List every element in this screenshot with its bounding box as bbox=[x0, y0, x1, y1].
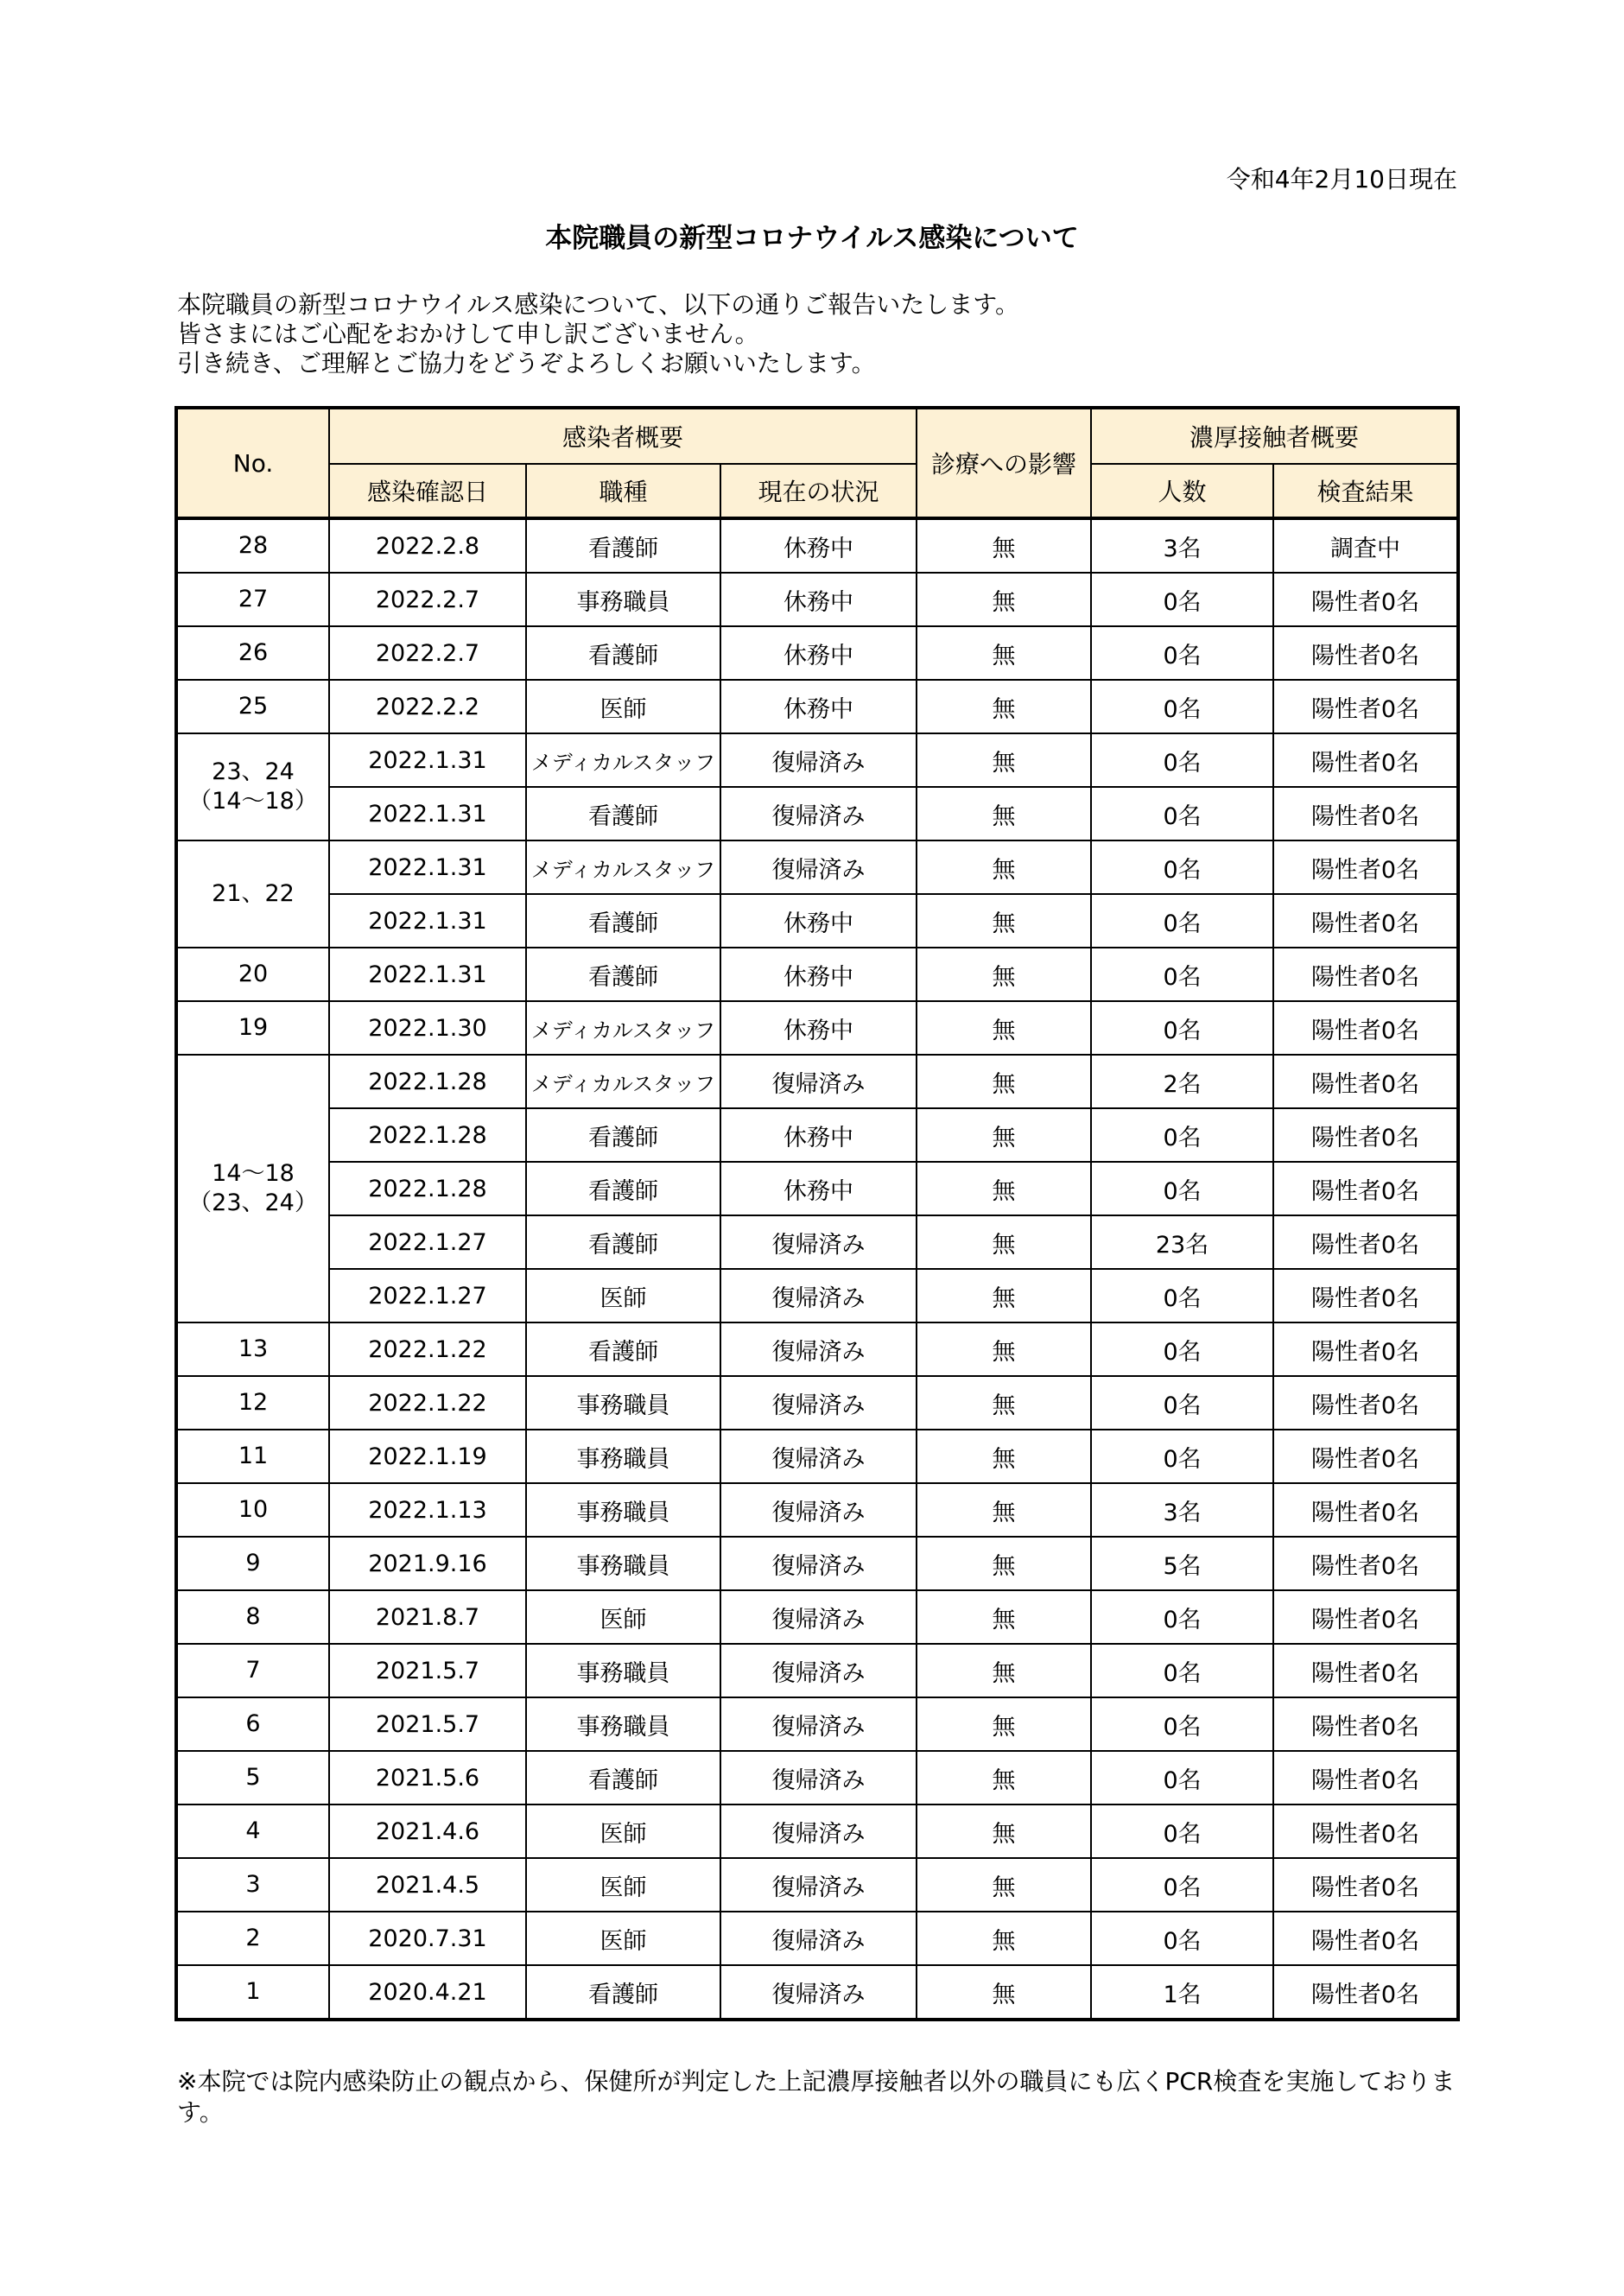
cell-confirm-date: 2022.1.28 bbox=[329, 1108, 526, 1162]
cell-contact-count: 0名 bbox=[1091, 573, 1273, 626]
cell-contact-count: 1名 bbox=[1091, 1965, 1273, 2020]
cell-contact-count: 0名 bbox=[1091, 787, 1273, 840]
header-result: 検査結果 bbox=[1273, 464, 1458, 518]
cell-impact: 無 bbox=[917, 1269, 1091, 1322]
cell-status: 復帰済み bbox=[720, 1537, 917, 1590]
cell-contact-count: 0名 bbox=[1091, 894, 1273, 948]
intro-line: 皆さまにはご心配をおかけして申し訳ございません。 bbox=[177, 320, 759, 348]
table-row bbox=[176, 1804, 1458, 1858]
cell-job: 看護師 bbox=[526, 1108, 720, 1162]
cell-no: 20 bbox=[176, 948, 329, 1001]
cell-no: 4 bbox=[176, 1804, 329, 1858]
table-row bbox=[176, 1055, 1458, 1108]
cell-test-result: 陽性者0名 bbox=[1273, 680, 1458, 733]
cell-impact: 無 bbox=[917, 840, 1091, 894]
cell-status: 復帰済み bbox=[720, 1430, 917, 1483]
cell-job: 看護師 bbox=[526, 894, 720, 948]
cell-no: 2 bbox=[176, 1912, 329, 1965]
cell-contact-count: 0名 bbox=[1091, 1858, 1273, 1912]
cell-job: 看護師 bbox=[526, 948, 720, 1001]
table-row bbox=[176, 1751, 1458, 1804]
cell-confirm-date: 2022.1.22 bbox=[329, 1322, 526, 1376]
cell-test-result: 陽性者0名 bbox=[1273, 626, 1458, 680]
cell-status: 復帰済み bbox=[720, 1483, 917, 1537]
cell-impact: 無 bbox=[917, 1162, 1091, 1215]
cell-job: 事務職員 bbox=[526, 573, 720, 626]
table-row bbox=[176, 1965, 1458, 2020]
cell-job: 看護師 bbox=[526, 787, 720, 840]
cell-test-result: 陽性者0名 bbox=[1273, 1430, 1458, 1483]
cell-contact-count: 0名 bbox=[1091, 1697, 1273, 1751]
cell-confirm-date: 2022.1.27 bbox=[329, 1215, 526, 1269]
cell-impact: 無 bbox=[917, 626, 1091, 680]
cell-job: メディカルスタッフ bbox=[526, 733, 720, 787]
cell-no: 7 bbox=[176, 1644, 329, 1697]
cell-job: 事務職員 bbox=[526, 1430, 720, 1483]
cell-confirm-date: 2022.1.28 bbox=[329, 1162, 526, 1215]
cell-impact: 無 bbox=[917, 787, 1091, 840]
cell-test-result: 陽性者0名 bbox=[1273, 1537, 1458, 1590]
cell-job: 医師 bbox=[526, 1912, 720, 1965]
cell-job: メディカルスタッフ bbox=[526, 1001, 720, 1055]
intro-line: 引き続き、ご理解とご協力をどうぞよろしくお願いいたします。 bbox=[177, 349, 876, 377]
table-row bbox=[176, 1644, 1458, 1697]
cell-status: 休務中 bbox=[720, 518, 917, 573]
cell-no: 21、22 bbox=[176, 840, 329, 948]
cell-test-result: 陽性者0名 bbox=[1273, 1804, 1458, 1858]
cell-test-result: 陽性者0名 bbox=[1273, 1912, 1458, 1965]
cell-contact-count: 0名 bbox=[1091, 840, 1273, 894]
cell-test-result: 陽性者0名 bbox=[1273, 1215, 1458, 1269]
table-row bbox=[176, 518, 1458, 573]
cell-no: 26 bbox=[176, 626, 329, 680]
table-row bbox=[176, 1912, 1458, 1965]
cell-status: 復帰済み bbox=[720, 787, 917, 840]
cell-impact: 無 bbox=[917, 518, 1091, 573]
table-row bbox=[176, 1697, 1458, 1751]
cell-contact-count: 0名 bbox=[1091, 626, 1273, 680]
cell-job: メディカルスタッフ bbox=[526, 840, 720, 894]
cell-no: 1 bbox=[176, 1965, 329, 2020]
table-row bbox=[176, 733, 1458, 787]
cell-test-result: 陽性者0名 bbox=[1273, 948, 1458, 1001]
cell-status: 復帰済み bbox=[720, 1644, 917, 1697]
cell-job: 看護師 bbox=[526, 1162, 720, 1215]
table-row bbox=[176, 1215, 1458, 1269]
cell-test-result: 陽性者0名 bbox=[1273, 1055, 1458, 1108]
table-row bbox=[176, 680, 1458, 733]
cell-status: 休務中 bbox=[720, 573, 917, 626]
cell-impact: 無 bbox=[917, 680, 1091, 733]
cell-impact: 無 bbox=[917, 1804, 1091, 1858]
cell-no: 6 bbox=[176, 1697, 329, 1751]
cell-contact-count: 0名 bbox=[1091, 1804, 1273, 1858]
footnote: ※本院では院内感染防止の観点から、保健所が判定した上記濃厚接触者以外の職員にも広くPCR検査を実施しております。 bbox=[177, 2067, 1456, 2127]
cell-status: 復帰済み bbox=[720, 1269, 917, 1322]
table-row bbox=[176, 626, 1458, 680]
cell-job: 看護師 bbox=[526, 1215, 720, 1269]
cell-contact-count: 0名 bbox=[1091, 1430, 1273, 1483]
cell-impact: 無 bbox=[917, 1537, 1091, 1590]
table-row bbox=[176, 1322, 1458, 1376]
infection-table bbox=[174, 406, 1460, 2021]
cell-confirm-date: 2022.1.31 bbox=[329, 840, 526, 894]
cell-confirm-date: 2022.1.31 bbox=[329, 948, 526, 1001]
cell-contact-count: 23名 bbox=[1091, 1215, 1273, 1269]
cell-impact: 無 bbox=[917, 1108, 1091, 1162]
cell-impact: 無 bbox=[917, 1376, 1091, 1430]
cell-confirm-date: 2022.1.19 bbox=[329, 1430, 526, 1483]
cell-contact-count: 0名 bbox=[1091, 1751, 1273, 1804]
cell-no: 25 bbox=[176, 680, 329, 733]
intro-line: 本院職員の新型コロナウイルス感染について、以下の通りご報告いたします。 bbox=[177, 290, 1019, 319]
report-date: 令和4年2月10日現在 bbox=[1226, 165, 1457, 193]
cell-status: 休務中 bbox=[720, 948, 917, 1001]
table-row bbox=[176, 1108, 1458, 1162]
cell-status: 復帰済み bbox=[720, 1965, 917, 2020]
cell-contact-count: 2名 bbox=[1091, 1055, 1273, 1108]
cell-impact: 無 bbox=[917, 733, 1091, 787]
cell-confirm-date: 2021.5.7 bbox=[329, 1697, 526, 1751]
cell-job: 看護師 bbox=[526, 1965, 720, 2020]
cell-status: 休務中 bbox=[720, 680, 917, 733]
cell-status: 復帰済み bbox=[720, 1215, 917, 1269]
header-count: 人数 bbox=[1091, 464, 1273, 518]
cell-confirm-date: 2021.5.7 bbox=[329, 1644, 526, 1697]
table-row bbox=[176, 948, 1458, 1001]
table-row bbox=[176, 894, 1458, 948]
cell-test-result: 陽性者0名 bbox=[1273, 1751, 1458, 1804]
cell-no: 28 bbox=[176, 518, 329, 573]
table-row bbox=[176, 1483, 1458, 1537]
cell-test-result: 陽性者0名 bbox=[1273, 1162, 1458, 1215]
cell-confirm-date: 2022.1.31 bbox=[329, 894, 526, 948]
table-row bbox=[176, 1001, 1458, 1055]
cell-no: 14～18 （23、24） bbox=[176, 1055, 329, 1322]
cell-test-result: 陽性者0名 bbox=[1273, 1376, 1458, 1430]
cell-confirm-date: 2022.2.2 bbox=[329, 680, 526, 733]
cell-status: 休務中 bbox=[720, 626, 917, 680]
cell-job: 看護師 bbox=[526, 626, 720, 680]
cell-status: 復帰済み bbox=[720, 733, 917, 787]
cell-contact-count: 3名 bbox=[1091, 1483, 1273, 1537]
cell-impact: 無 bbox=[917, 1001, 1091, 1055]
table-row bbox=[176, 1430, 1458, 1483]
table-row bbox=[176, 1858, 1458, 1912]
cell-test-result: 陽性者0名 bbox=[1273, 1108, 1458, 1162]
cell-no: 8 bbox=[176, 1590, 329, 1644]
cell-status: 復帰済み bbox=[720, 1858, 917, 1912]
cell-confirm-date: 2022.1.31 bbox=[329, 733, 526, 787]
cell-confirm-date: 2022.1.22 bbox=[329, 1376, 526, 1430]
cell-confirm-date: 2022.1.13 bbox=[329, 1483, 526, 1537]
cell-test-result: 陽性者0名 bbox=[1273, 1858, 1458, 1912]
table-row bbox=[176, 1537, 1458, 1590]
header-status: 現在の状況 bbox=[720, 464, 917, 518]
cell-impact: 無 bbox=[917, 1322, 1091, 1376]
table-row bbox=[176, 787, 1458, 840]
header-no: No. bbox=[176, 408, 329, 518]
cell-contact-count: 0名 bbox=[1091, 1322, 1273, 1376]
cell-contact-count: 0名 bbox=[1091, 733, 1273, 787]
cell-no: 11 bbox=[176, 1430, 329, 1483]
cell-confirm-date: 2022.2.8 bbox=[329, 518, 526, 573]
cell-contact-count: 0名 bbox=[1091, 1269, 1273, 1322]
cell-confirm-date: 2022.1.31 bbox=[329, 787, 526, 840]
cell-status: 復帰済み bbox=[720, 1751, 917, 1804]
table-row bbox=[176, 573, 1458, 626]
cell-job: 事務職員 bbox=[526, 1483, 720, 1537]
cell-impact: 無 bbox=[917, 573, 1091, 626]
cell-test-result: 陽性者0名 bbox=[1273, 733, 1458, 787]
cell-job: 医師 bbox=[526, 1590, 720, 1644]
cell-no: 12 bbox=[176, 1376, 329, 1430]
cell-confirm-date: 2022.2.7 bbox=[329, 573, 526, 626]
cell-confirm-date: 2021.4.6 bbox=[329, 1804, 526, 1858]
cell-status: 復帰済み bbox=[720, 1590, 917, 1644]
cell-test-result: 陽性者0名 bbox=[1273, 1483, 1458, 1537]
cell-test-result: 陽性者0名 bbox=[1273, 787, 1458, 840]
header-impact: 診療への影響 bbox=[917, 408, 1091, 518]
cell-job: 事務職員 bbox=[526, 1376, 720, 1430]
cell-job: 事務職員 bbox=[526, 1537, 720, 1590]
cell-no: 19 bbox=[176, 1001, 329, 1055]
cell-confirm-date: 2021.9.16 bbox=[329, 1537, 526, 1590]
cell-no: 27 bbox=[176, 573, 329, 626]
cell-test-result: 陽性者0名 bbox=[1273, 573, 1458, 626]
cell-test-result: 陽性者0名 bbox=[1273, 894, 1458, 948]
cell-confirm-date: 2022.1.27 bbox=[329, 1269, 526, 1322]
cell-status: 復帰済み bbox=[720, 1376, 917, 1430]
cell-test-result: 陽性者0名 bbox=[1273, 1269, 1458, 1322]
cell-impact: 無 bbox=[917, 1697, 1091, 1751]
cell-test-result: 陽性者0名 bbox=[1273, 1644, 1458, 1697]
cell-contact-count: 3名 bbox=[1091, 518, 1273, 573]
cell-impact: 無 bbox=[917, 1751, 1091, 1804]
cell-contact-count: 0名 bbox=[1091, 948, 1273, 1001]
cell-no: 9 bbox=[176, 1537, 329, 1590]
cell-impact: 無 bbox=[917, 1590, 1091, 1644]
cell-job: 医師 bbox=[526, 1804, 720, 1858]
cell-test-result: 陽性者0名 bbox=[1273, 1322, 1458, 1376]
table-row bbox=[176, 1590, 1458, 1644]
cell-impact: 無 bbox=[917, 1215, 1091, 1269]
cell-job: メディカルスタッフ bbox=[526, 1055, 720, 1108]
cell-impact: 無 bbox=[917, 1912, 1091, 1965]
intro-text bbox=[177, 290, 1019, 378]
cell-no: 5 bbox=[176, 1751, 329, 1804]
cell-confirm-date: 2020.7.31 bbox=[329, 1912, 526, 1965]
cell-confirm-date: 2022.1.28 bbox=[329, 1055, 526, 1108]
table-row bbox=[176, 1162, 1458, 1215]
cell-status: 復帰済み bbox=[720, 1912, 917, 1965]
cell-confirm-date: 2020.4.21 bbox=[329, 1965, 526, 2020]
cell-contact-count: 0名 bbox=[1091, 1376, 1273, 1430]
cell-impact: 無 bbox=[917, 1965, 1091, 2020]
cell-test-result: 陽性者0名 bbox=[1273, 1001, 1458, 1055]
cell-status: 休務中 bbox=[720, 894, 917, 948]
cell-no: 23、24 （14～18） bbox=[176, 733, 329, 840]
cell-job: 医師 bbox=[526, 1269, 720, 1322]
cell-no: 10 bbox=[176, 1483, 329, 1537]
cell-test-result: 陽性者0名 bbox=[1273, 1590, 1458, 1644]
cell-no: 13 bbox=[176, 1322, 329, 1376]
cell-impact: 無 bbox=[917, 1055, 1091, 1108]
header-job: 職種 bbox=[526, 464, 720, 518]
page-title: 本院職員の新型コロナウイルス感染について bbox=[545, 223, 1079, 254]
cell-job: 事務職員 bbox=[526, 1644, 720, 1697]
cell-test-result: 陽性者0名 bbox=[1273, 1965, 1458, 2020]
cell-contact-count: 0名 bbox=[1091, 1644, 1273, 1697]
cell-contact-count: 0名 bbox=[1091, 680, 1273, 733]
table-row bbox=[176, 1376, 1458, 1430]
header-contact-summary: 濃厚接触者概要 bbox=[1091, 408, 1458, 464]
cell-status: 休務中 bbox=[720, 1001, 917, 1055]
cell-job: 看護師 bbox=[526, 1322, 720, 1376]
header-infected-summary: 感染者概要 bbox=[329, 408, 917, 464]
cell-status: 復帰済み bbox=[720, 1055, 917, 1108]
cell-test-result: 陽性者0名 bbox=[1273, 1697, 1458, 1751]
cell-status: 復帰済み bbox=[720, 840, 917, 894]
cell-job: 医師 bbox=[526, 680, 720, 733]
cell-impact: 無 bbox=[917, 948, 1091, 1001]
cell-job: 医師 bbox=[526, 1858, 720, 1912]
cell-impact: 無 bbox=[917, 1483, 1091, 1537]
cell-impact: 無 bbox=[917, 1430, 1091, 1483]
cell-confirm-date: 2021.8.7 bbox=[329, 1590, 526, 1644]
cell-job: 看護師 bbox=[526, 1751, 720, 1804]
table-row bbox=[176, 1269, 1458, 1322]
table-body bbox=[176, 518, 1458, 2020]
cell-confirm-date: 2021.4.5 bbox=[329, 1858, 526, 1912]
cell-test-result: 調査中 bbox=[1273, 518, 1458, 573]
cell-confirm-date: 2022.1.30 bbox=[329, 1001, 526, 1055]
cell-contact-count: 0名 bbox=[1091, 1590, 1273, 1644]
cell-confirm-date: 2022.2.7 bbox=[329, 626, 526, 680]
cell-impact: 無 bbox=[917, 1858, 1091, 1912]
table-row bbox=[176, 840, 1458, 894]
cell-status: 休務中 bbox=[720, 1162, 917, 1215]
cell-contact-count: 0名 bbox=[1091, 1108, 1273, 1162]
cell-no: 3 bbox=[176, 1858, 329, 1912]
cell-job: 看護師 bbox=[526, 518, 720, 573]
cell-status: 復帰済み bbox=[720, 1804, 917, 1858]
cell-test-result: 陽性者0名 bbox=[1273, 840, 1458, 894]
cell-contact-count: 0名 bbox=[1091, 1001, 1273, 1055]
cell-impact: 無 bbox=[917, 1644, 1091, 1697]
cell-status: 復帰済み bbox=[720, 1322, 917, 1376]
cell-status: 休務中 bbox=[720, 1108, 917, 1162]
header-confirm-date: 感染確認日 bbox=[329, 464, 526, 518]
cell-contact-count: 5名 bbox=[1091, 1537, 1273, 1590]
cell-impact: 無 bbox=[917, 894, 1091, 948]
cell-job: 事務職員 bbox=[526, 1697, 720, 1751]
cell-contact-count: 0名 bbox=[1091, 1912, 1273, 1965]
cell-status: 復帰済み bbox=[720, 1697, 917, 1751]
cell-confirm-date: 2021.5.6 bbox=[329, 1751, 526, 1804]
cell-contact-count: 0名 bbox=[1091, 1162, 1273, 1215]
